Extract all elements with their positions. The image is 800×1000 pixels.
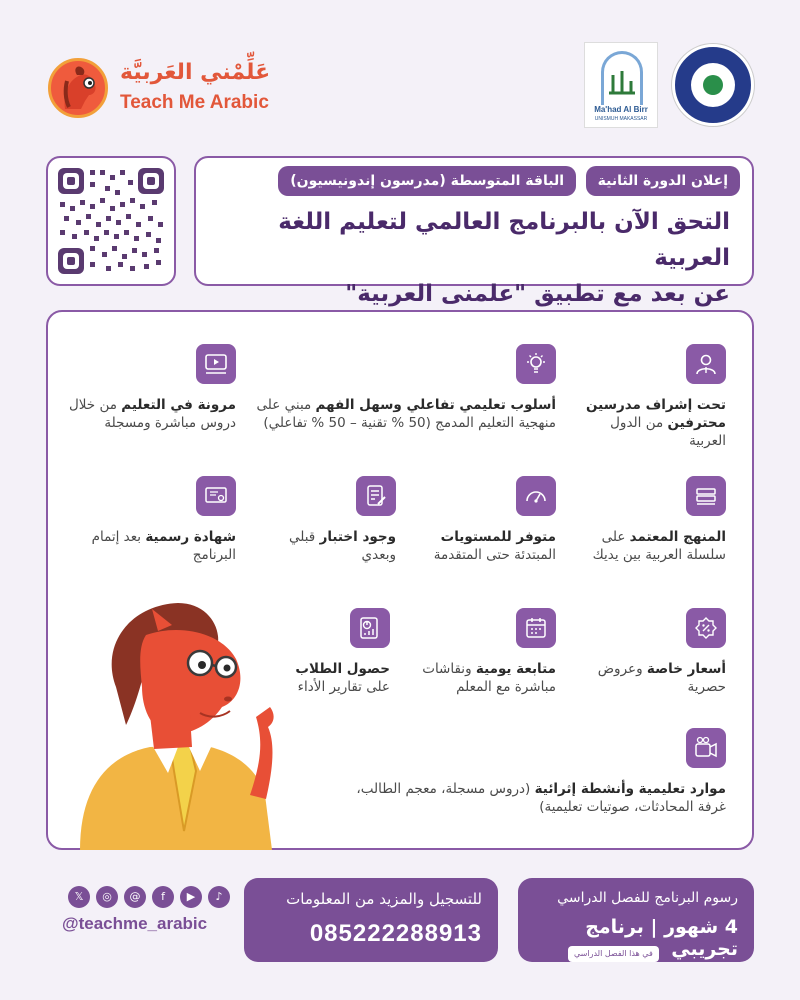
qr-code[interactable] <box>46 156 176 286</box>
calendar-icon <box>516 608 556 648</box>
x-icon[interactable]: 𝕏 <box>68 886 90 908</box>
mahad-al-birr-logo <box>584 42 658 128</box>
feature-title: أسلوب تعليمي تفاعلي وسهل الفهم <box>315 397 556 413</box>
feature-title: موارد تعليمية وأنشطة إثرائية <box>534 781 726 797</box>
feature-desc: ونقاشات مباشرة مع المعلم <box>422 661 556 695</box>
feature-exams <box>256 476 396 586</box>
feature-title: أسعار خاصة <box>646 661 726 677</box>
feature-desc: المبتدئة حتى المتقدمة <box>433 547 556 563</box>
feature-title: متابعة يومية <box>475 661 556 677</box>
feature-desc: من خلال دروس مباشرة ومسجلة <box>68 397 236 431</box>
feature-title: شهادة رسمية <box>145 529 236 545</box>
social-handle[interactable]: @teachme_arabic <box>62 914 208 933</box>
headline-line-2: عن بعد مع تطبيق "علمنى العربية" <box>345 281 730 307</box>
horse-logo-icon <box>48 58 108 118</box>
feature-desc: بعد إتمام البرنامج <box>91 529 236 563</box>
brand-name-english: Teach Me Arabic <box>120 92 269 113</box>
mahad-sub: UNISMUH MAKASSAR <box>594 116 648 122</box>
qr-code-icon <box>58 168 164 274</box>
feature-desc: على تقارير الأداء <box>297 679 390 695</box>
feature-curriculum <box>576 476 726 586</box>
feature-title: وجود اختبار <box>319 529 396 545</box>
threads-icon[interactable]: @ <box>124 886 146 908</box>
fee-value: 4 شهور | برنامج تجريبي <box>585 916 738 960</box>
brand-name-arabic: عَلِّمْني العَربيَّة <box>120 60 271 85</box>
feature-special-prices <box>576 608 726 708</box>
fee-note: في هذا الفصل الدراسي <box>568 946 659 962</box>
course-announcement-badge: إعلان الدورة الثانية <box>586 166 740 196</box>
teacher-icon <box>686 344 726 384</box>
feature-desc: على سلسلة العربية بين يديك <box>592 529 726 563</box>
instagram-icon[interactable]: ◎ <box>96 886 118 908</box>
feature-title: المنهج المعتمد <box>629 529 726 545</box>
video-icon <box>196 344 236 384</box>
levels-icon <box>516 476 556 516</box>
discount-icon <box>686 608 726 648</box>
fee-box <box>518 878 754 962</box>
report-icon <box>350 608 390 648</box>
brand <box>48 58 288 122</box>
feature-title: مرونة في التعليم <box>121 397 236 413</box>
feature-levels <box>416 476 556 586</box>
registration-box <box>244 878 498 962</box>
feature-desc: وعروض حصرية <box>597 661 726 695</box>
announcement-card <box>194 156 754 307</box>
tiktok-icon[interactable]: ♪ <box>208 886 230 908</box>
media-icon <box>686 728 726 768</box>
feature-title: تحت إشراف مدرسين محترفين <box>586 397 726 431</box>
feature-reports <box>280 608 390 708</box>
lightbulb-icon <box>516 344 556 384</box>
mahad-name: Ma'had Al Birr <box>594 105 648 114</box>
youtube-icon[interactable]: ▶ <box>180 886 202 908</box>
feature-interactive-method <box>252 344 556 454</box>
university-seal-icon <box>672 44 754 126</box>
registration-label: للتسجيل والمزيد من المعلومات <box>286 890 482 908</box>
headline-line-1: التحق الآن بالبرنامج العالمي لتعليم اللغة العربية <box>278 209 730 271</box>
feature-desc: (دروس مسجلة، معجم الطالب، غرفة المحادثات، صوتيات تعليمية) <box>356 781 726 815</box>
feature-desc: من الدول العربية <box>610 415 726 449</box>
books-icon <box>686 476 726 516</box>
feature-resources <box>326 728 726 828</box>
headline <box>210 204 730 312</box>
feature-title: حصول الطلاب <box>295 661 390 677</box>
feature-daily-followup <box>406 608 556 708</box>
package-badge: الباقة المتوسطة (مدرسون إندونيسيون) <box>278 166 576 196</box>
feature-professional-teachers <box>576 344 726 454</box>
facebook-icon[interactable]: f <box>152 886 174 908</box>
horse-mascot-illustration <box>50 595 290 850</box>
exam-icon <box>356 476 396 516</box>
feature-desc: مبني على منهجية التعليم المدمج (50 % تقنية – 50 % تفاعلي) <box>256 397 556 431</box>
social-links <box>68 886 238 910</box>
phone-number[interactable]: 085222288913 <box>309 920 482 947</box>
feature-desc: قبلي وبعدي <box>289 529 396 563</box>
feature-certificate <box>66 476 236 586</box>
fee-label: رسوم البرنامج للفصل الدراسي <box>557 890 738 906</box>
feature-title: متوفر للمستويات <box>440 529 556 545</box>
feature-flexible-learning <box>66 344 236 454</box>
certificate-icon <box>196 476 236 516</box>
